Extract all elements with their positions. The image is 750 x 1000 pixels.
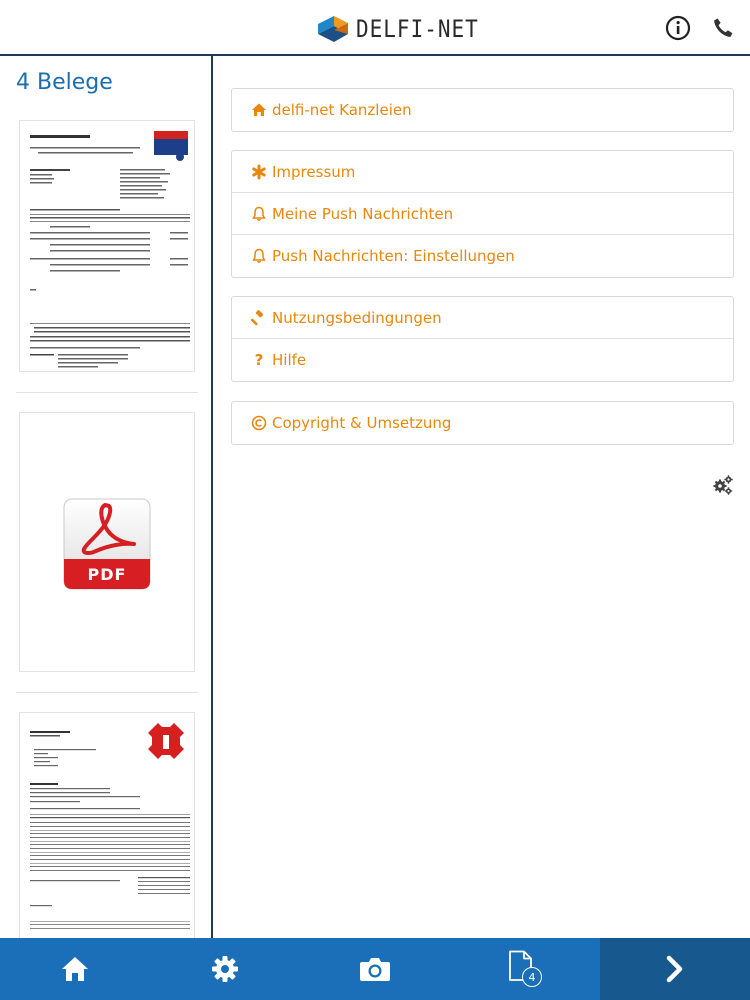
document-preview-icon — [20, 121, 195, 372]
phone-button[interactable] — [709, 14, 737, 42]
logo-text: DELFI-NET — [356, 15, 479, 43]
tab-settings[interactable] — [150, 938, 300, 1000]
document-thumbnail[interactable] — [19, 712, 195, 938]
logo — [316, 14, 479, 44]
menu-item-label: delfi-net Kanzleien — [272, 101, 412, 119]
menu-item-label: Hilfe — [272, 351, 307, 369]
chevron-right-icon — [665, 955, 685, 983]
header — [0, 0, 750, 56]
question-icon: ? — [254, 351, 264, 369]
tab-documents[interactable] — [450, 938, 600, 1000]
menu-item-label: Impressum — [272, 162, 356, 181]
menu-item-impressum[interactable] — [232, 151, 733, 193]
menu-item-push-messages[interactable] — [232, 193, 733, 235]
gear-icon — [211, 955, 239, 983]
pdf-thumbnail[interactable] — [19, 412, 195, 672]
gears-icon — [712, 474, 734, 496]
menu-item-label: Nutzungsbedingungen — [272, 308, 442, 327]
document-thumbnail[interactable] — [19, 120, 195, 372]
bell-icon — [249, 246, 269, 266]
menu-item-push-settings[interactable] — [232, 235, 733, 277]
phone-icon — [711, 16, 735, 40]
logo-mark-icon — [316, 14, 350, 44]
menu-item-label: Push Nachrichten: Einstellungen — [272, 247, 515, 265]
info-icon — [665, 15, 691, 41]
menu-item-kanzleien[interactable] — [232, 89, 733, 131]
info-button[interactable] — [664, 14, 692, 42]
camera-icon — [359, 956, 391, 982]
tab-home[interactable] — [0, 938, 150, 1000]
asterisk-icon — [249, 162, 269, 182]
copyright-icon — [249, 413, 269, 433]
menu-item-terms[interactable] — [232, 297, 733, 339]
documents-badge-wrap — [508, 950, 542, 988]
menu-item-label: Copyright & Umsetzung — [272, 414, 452, 432]
menu-group — [231, 401, 734, 445]
menu-item-copyright[interactable] — [232, 402, 733, 444]
thumbnail-divider — [16, 692, 198, 693]
documents-count-badge: 4 — [522, 967, 542, 987]
thumbnail-divider — [16, 392, 198, 393]
menu-group — [231, 150, 734, 278]
menu-group — [231, 88, 734, 132]
menu-group — [231, 296, 734, 382]
menu-item-help[interactable] — [232, 339, 733, 381]
pdf-label: PDF — [87, 564, 127, 584]
home-icon — [249, 100, 269, 120]
sidebar — [0, 56, 213, 938]
bottom-tab-bar — [0, 938, 750, 1000]
bell-icon — [249, 204, 269, 224]
tab-next[interactable] — [600, 938, 750, 1000]
document-preview-icon — [20, 713, 195, 938]
home-icon — [60, 955, 90, 983]
settings-gears-button[interactable] — [712, 474, 734, 496]
main-menu — [215, 56, 750, 938]
pdf-icon — [20, 413, 195, 672]
tab-camera[interactable] — [300, 938, 450, 1000]
menu-item-label: Meine Push Nachrichten — [272, 204, 454, 223]
sidebar-title: 4 Belege — [16, 70, 113, 95]
gavel-icon — [249, 308, 269, 328]
